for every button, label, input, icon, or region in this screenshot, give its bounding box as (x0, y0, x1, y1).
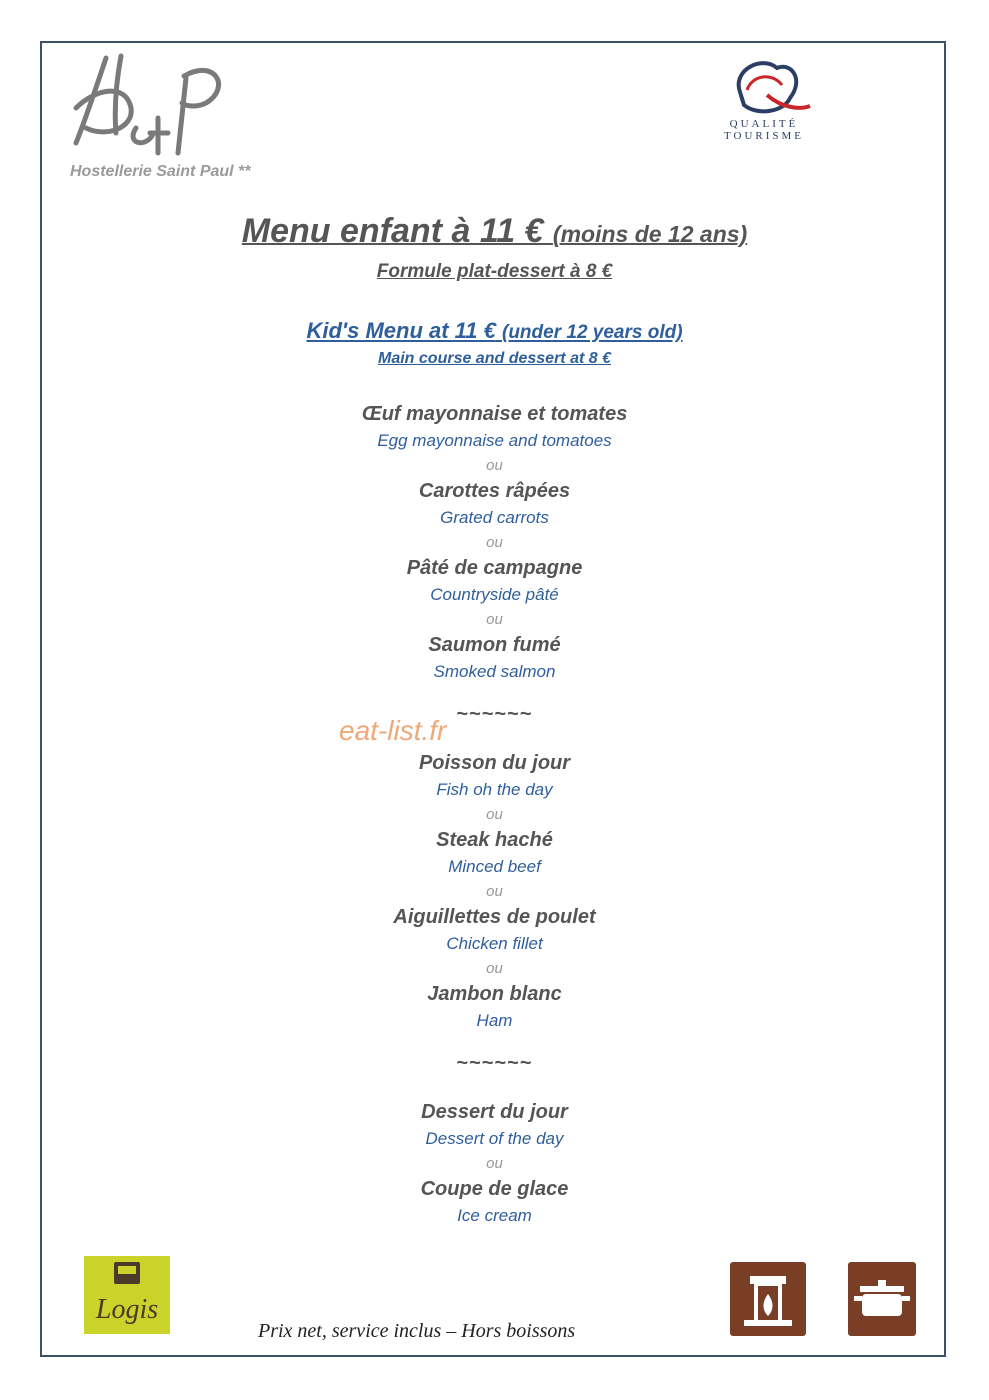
section-separator: ~~~~~~ (456, 703, 533, 725)
or-word: ou (486, 1155, 503, 1172)
starter-en: Grated carrots (440, 508, 549, 527)
starter-en: Countryside pâté (430, 585, 559, 604)
menu-title-en-age: (under 12 years old) (502, 322, 683, 343)
logis-label: Logis (95, 1294, 159, 1325)
dessert-fr: Dessert du jour (421, 1101, 568, 1123)
starter-fr: Carottes râpées (418, 480, 571, 502)
hotel-name: Hostellerie Saint Paul ** (70, 163, 251, 180)
main-fr: Steak haché (436, 829, 553, 851)
menu-title-fr (0, 212, 989, 251)
or-word: ou (486, 611, 503, 628)
dessert-en: Dessert of the day (425, 1129, 564, 1148)
main-fr: Aiguillettes de poulet (393, 906, 596, 928)
hstp-logo (66, 48, 236, 166)
footer-note: Prix net, service inclus – Hors boissons (258, 1320, 576, 1342)
formula-fr: Formule plat-dessert à 8 € (376, 261, 613, 282)
main-en: Minced beef (448, 857, 541, 876)
main-en: Ham (476, 1011, 513, 1030)
qualite-label: QUALITÉ (729, 118, 799, 130)
starter-fr: Œuf mayonnaise et tomates (361, 403, 628, 425)
fireplace-icon (730, 1262, 806, 1336)
section-separator: ~~~~~~ (456, 1052, 533, 1074)
menu-title-en (0, 318, 989, 344)
watermark: eat-list.fr (339, 715, 447, 746)
menu-title-fr-age: (moins de 12 ans) (552, 221, 748, 247)
or-word: ou (486, 457, 503, 474)
or-word: ou (486, 883, 503, 900)
or-word: ou (486, 534, 503, 551)
main-en: Chicken fillet (446, 934, 543, 953)
dessert-en: Ice cream (457, 1206, 532, 1225)
main-fr: Jambon blanc (427, 983, 562, 1005)
formula-en: Main course and dessert at 8 € (378, 350, 611, 367)
starter-fr: Saumon fumé (428, 634, 561, 656)
starter-en: Egg mayonnaise and tomatoes (377, 431, 612, 450)
or-word: ou (486, 806, 503, 823)
logis-logo (84, 1256, 170, 1334)
starter-en: Smoked salmon (433, 662, 556, 681)
menu-title-fr-main: Menu enfant à 11 € (241, 212, 544, 250)
menu-title-en-main: Kid's Menu at 11 € (306, 318, 496, 343)
tourisme-label: TOURISME (723, 130, 805, 142)
dessert-fr: Coupe de glace (420, 1178, 569, 1200)
main-fr: Poisson du jour (418, 752, 571, 774)
cooking-pot-icon (848, 1262, 916, 1336)
or-word: ou (486, 960, 503, 977)
starter-fr: Pâté de campagne (406, 557, 583, 579)
main-en: Fish oh the day (436, 780, 553, 799)
